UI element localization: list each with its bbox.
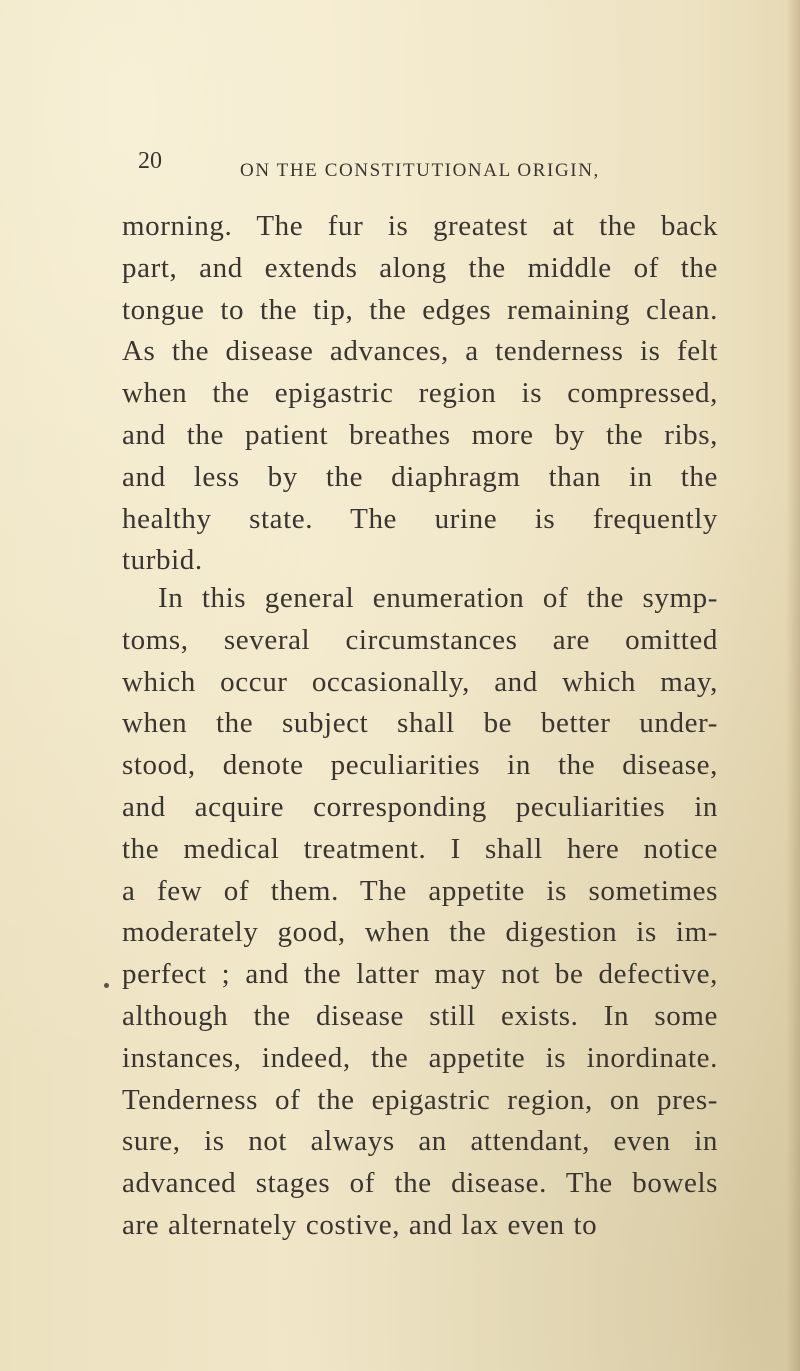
text-line: part, and extends along the middle of the bbox=[122, 251, 718, 284]
text-line: toms, several circumstances are omitted bbox=[122, 623, 718, 656]
text-line: instances, indeed, the appetite is inordinate. bbox=[122, 1041, 718, 1074]
text-line: In this general enumeration of the symp- bbox=[158, 582, 718, 614]
text-line: healthy state. The urine is frequently bbox=[122, 502, 718, 535]
text-line: which occur occasionally, and which may, bbox=[122, 665, 718, 698]
text-line: morning. The fur is greatest at the back bbox=[122, 210, 718, 242]
text-line: turbid. bbox=[122, 544, 203, 577]
page-number: 20 bbox=[138, 148, 162, 174]
paragraph-2 bbox=[122, 578, 718, 1247]
text-line: perfect ; and the latter may not be defective, bbox=[122, 958, 718, 991]
margin-mark bbox=[104, 983, 109, 988]
text-line: sure, is not always an attendant, even in bbox=[122, 1125, 718, 1158]
text-line: and the patient breathes more by the ribs, bbox=[122, 418, 718, 451]
text-line: advanced stages of the disease. The bowels bbox=[122, 1167, 718, 1200]
page-edge-shadow bbox=[786, 0, 800, 1371]
running-head: ON THE CONSTITUTIONAL ORIGIN, bbox=[240, 160, 600, 181]
text-line: stood, denote peculiarities in the disease, bbox=[122, 749, 718, 782]
text-line: when the epigastric region is compressed, bbox=[122, 377, 718, 410]
text-line: Tenderness of the epigastric region, on pres- bbox=[122, 1083, 718, 1116]
text-line: when the subject shall be better under- bbox=[122, 707, 718, 740]
text-line: although the disease still exists. In some bbox=[122, 999, 718, 1032]
text-line: the medical treatment. I shall here notice bbox=[122, 832, 718, 865]
text-line: and acquire corresponding peculiarities in bbox=[122, 790, 718, 823]
paragraph-1 bbox=[122, 206, 718, 582]
text-line: and less by the diaphragm than in the bbox=[122, 460, 718, 493]
text-line: tongue to the tip, the edges remaining clean. bbox=[122, 293, 718, 326]
text-line: a few of them. The appetite is sometimes bbox=[122, 874, 718, 907]
text-line: As the disease advances, a tenderness is felt bbox=[122, 335, 718, 368]
text-line: are alternately costive, and lax even to bbox=[122, 1208, 598, 1241]
page-header bbox=[138, 148, 698, 188]
text-line: moderately good, when the digestion is im- bbox=[122, 916, 718, 949]
